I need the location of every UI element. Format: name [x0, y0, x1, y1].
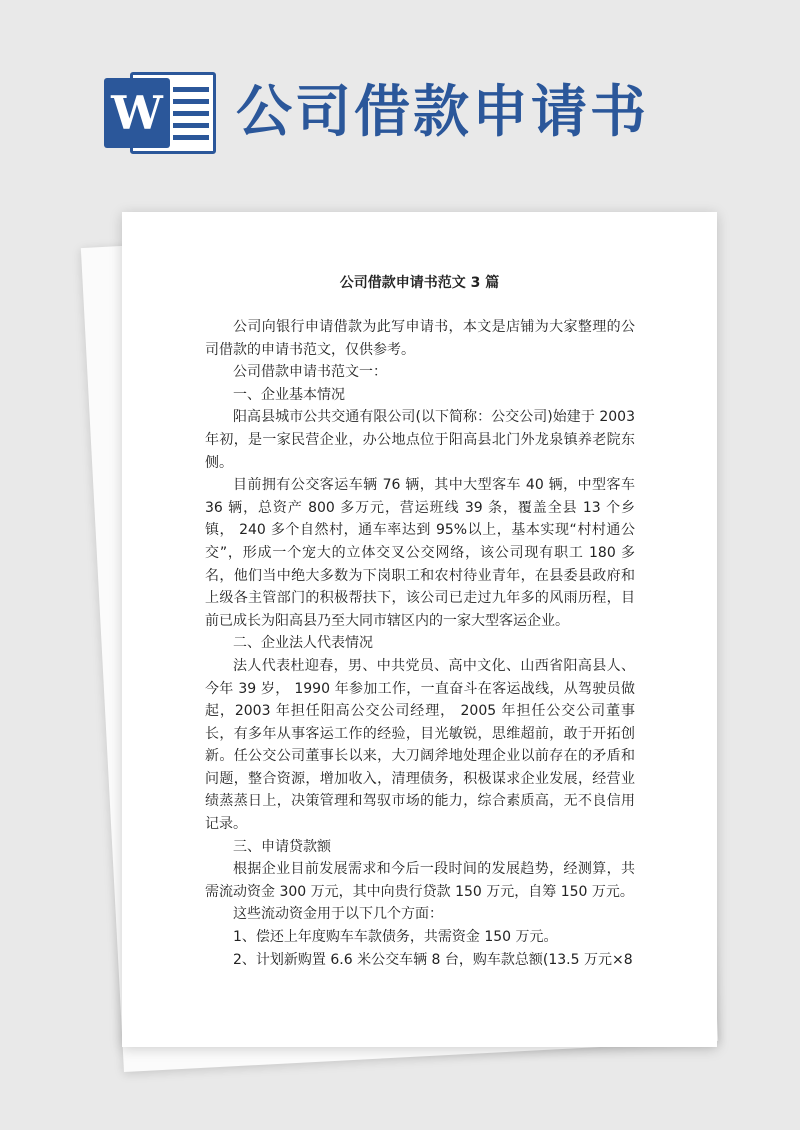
list-item: 2、计划新购置 6.6 米公交车辆 8 台，购车款总额(13.5 万元×8	[233, 951, 633, 968]
word-icon	[104, 72, 216, 154]
header	[0, 0, 800, 200]
section-heading: 二、企业法人代表情况	[233, 635, 373, 652]
paragraph: 公司向银行申请借款为此写申请书，本文是店铺为大家整理的公司借款的申请书范文，仅供参考。	[205, 319, 635, 358]
word-w-letter: W	[104, 78, 170, 148]
section-heading: 一、企业基本情况	[233, 386, 345, 403]
section-heading: 三、申请贷款额	[233, 838, 331, 855]
list-item: 1、偿还上年度购车车款债务，共需资金 150 万元。	[233, 929, 558, 946]
page-title: 公司借款申请书	[236, 80, 649, 145]
document-body	[205, 316, 635, 971]
paragraph: 目前拥有公交客运车辆 76 辆，其中大型客车 40 辆，中型客车 36 辆，总资产 800 多万元，营运班线 39 条，覆盖全县 13 个乡镇， 240 多个自然村，通车率达到 95%以上，基本实现“村村通公交”，形成一个宠大的立体交叉公交网络，该公司现有职工 180 多名，他们当中绝大多数为下岗职工和农村待业青年，在县委县政府和上级各主管部门的积极帮扶下，该公司已走过九年多的风雨历程，目前已成长为阳高县乃至大同市辖区内的一家大型客运企业。	[205, 477, 635, 629]
paragraph: 法人代表杜迎春，男、中共党员、高中文化、山西省阳高县人、今年 39 岁， 1990 年参加工作，一直奋斗在客运战线，从驾驶员做起，2003 年担任阳高公交公司经理， 2005 年担任公交公司董事长，有多年从事客运工作的经验，目光敏锐，思维超前，敢于开拓创新。任公交公司董事长以来，大刀阔斧地处理企业以前存在的矛盾和问题，整合资源，增加收入，清理债务，积极谋求企业发展，经营业绩蒸蒸日上，决策管理和驾驭市场的能力，综合素质高，无不良信用记录。	[205, 657, 635, 833]
paragraph: 公司借款申请书范文一：	[233, 364, 387, 381]
document-page	[122, 212, 717, 1047]
paragraph: 根据企业目前发展需求和今后一段时间的发展趋势，经测算，共需流动资金 300 万元，其中向贵行贷款 150 万元，自筹 150 万元。	[205, 861, 635, 900]
paragraph: 这些流动资金用于以下几个方面：	[233, 906, 443, 923]
document-title: 公司借款申请书范文 3 篇	[339, 275, 500, 291]
paragraph: 阳高县城市公共交通有限公司(以下简称：公交公司)始建于 2003 年初，是一家民营企业，办公地点位于阳高县北门外龙泉镇养老院东侧。	[205, 409, 635, 471]
